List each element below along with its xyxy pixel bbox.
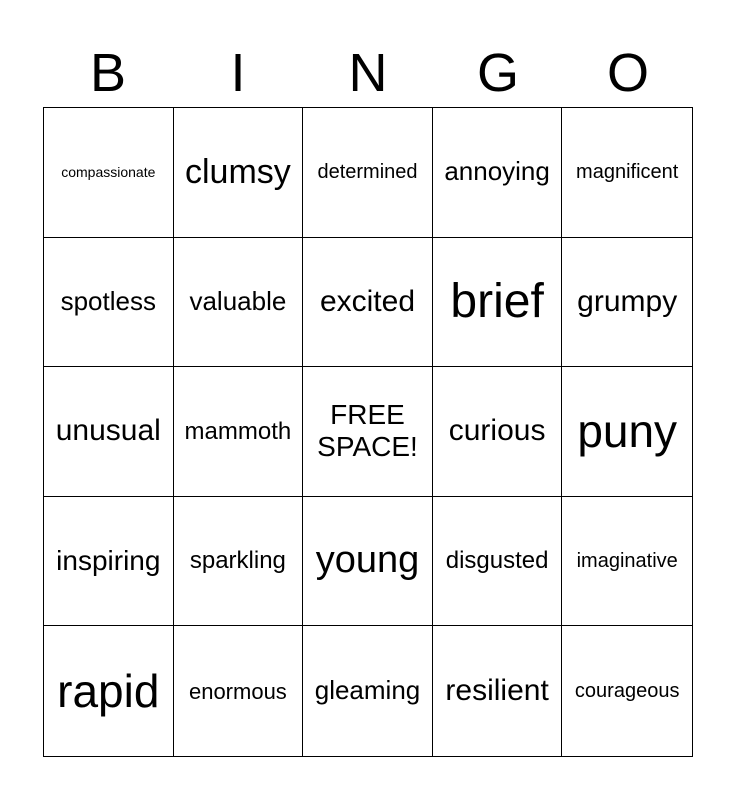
header-letter-i: I (230, 43, 246, 103)
bingo-cell[interactable]: clumsy (174, 108, 304, 238)
bingo-header (43, 40, 693, 106)
bingo-cell[interactable]: gleaming (303, 626, 433, 756)
bingo-cell[interactable]: courageous (574, 679, 680, 702)
bingo-cell[interactable]: puny (562, 367, 692, 497)
bingo-cell[interactable]: enormous (174, 626, 304, 756)
bingo-cell[interactable]: magnificent (562, 108, 692, 238)
bingo-cell[interactable]: disgusted (433, 497, 563, 627)
bingo-cell[interactable]: resilient (433, 626, 563, 756)
bingo-cell[interactable]: spotless (44, 238, 174, 368)
bingo-cell[interactable]: annoying (433, 108, 563, 238)
bingo-cell[interactable]: excited (303, 238, 433, 368)
bingo-board (43, 107, 693, 757)
bingo-cell[interactable]: unusual (44, 367, 174, 497)
bingo-cell[interactable]: sparkling (174, 497, 304, 627)
bingo-cell[interactable]: compassionate (44, 108, 174, 238)
bingo-cell[interactable]: imaginative (562, 497, 692, 627)
header-letter-n: N (348, 43, 388, 103)
bingo-cell[interactable]: mammoth (174, 367, 304, 497)
header-letter-b: B (89, 43, 127, 103)
bingo-cell[interactable]: grumpy (562, 238, 692, 368)
bingo-cell[interactable]: rapid (44, 626, 174, 756)
bingo-cell[interactable]: valuable (174, 238, 304, 368)
bingo-cell[interactable]: brief (433, 238, 563, 368)
header-letter-o: O (606, 43, 649, 103)
free-space-cell[interactable]: FREE SPACE! (303, 367, 433, 497)
bingo-cell[interactable]: curious (433, 367, 563, 497)
header-letter-g: G (476, 43, 519, 103)
bingo-cell[interactable]: young (303, 497, 433, 627)
bingo-cell[interactable]: inspiring (44, 497, 174, 627)
bingo-cell[interactable]: determined (303, 108, 433, 238)
